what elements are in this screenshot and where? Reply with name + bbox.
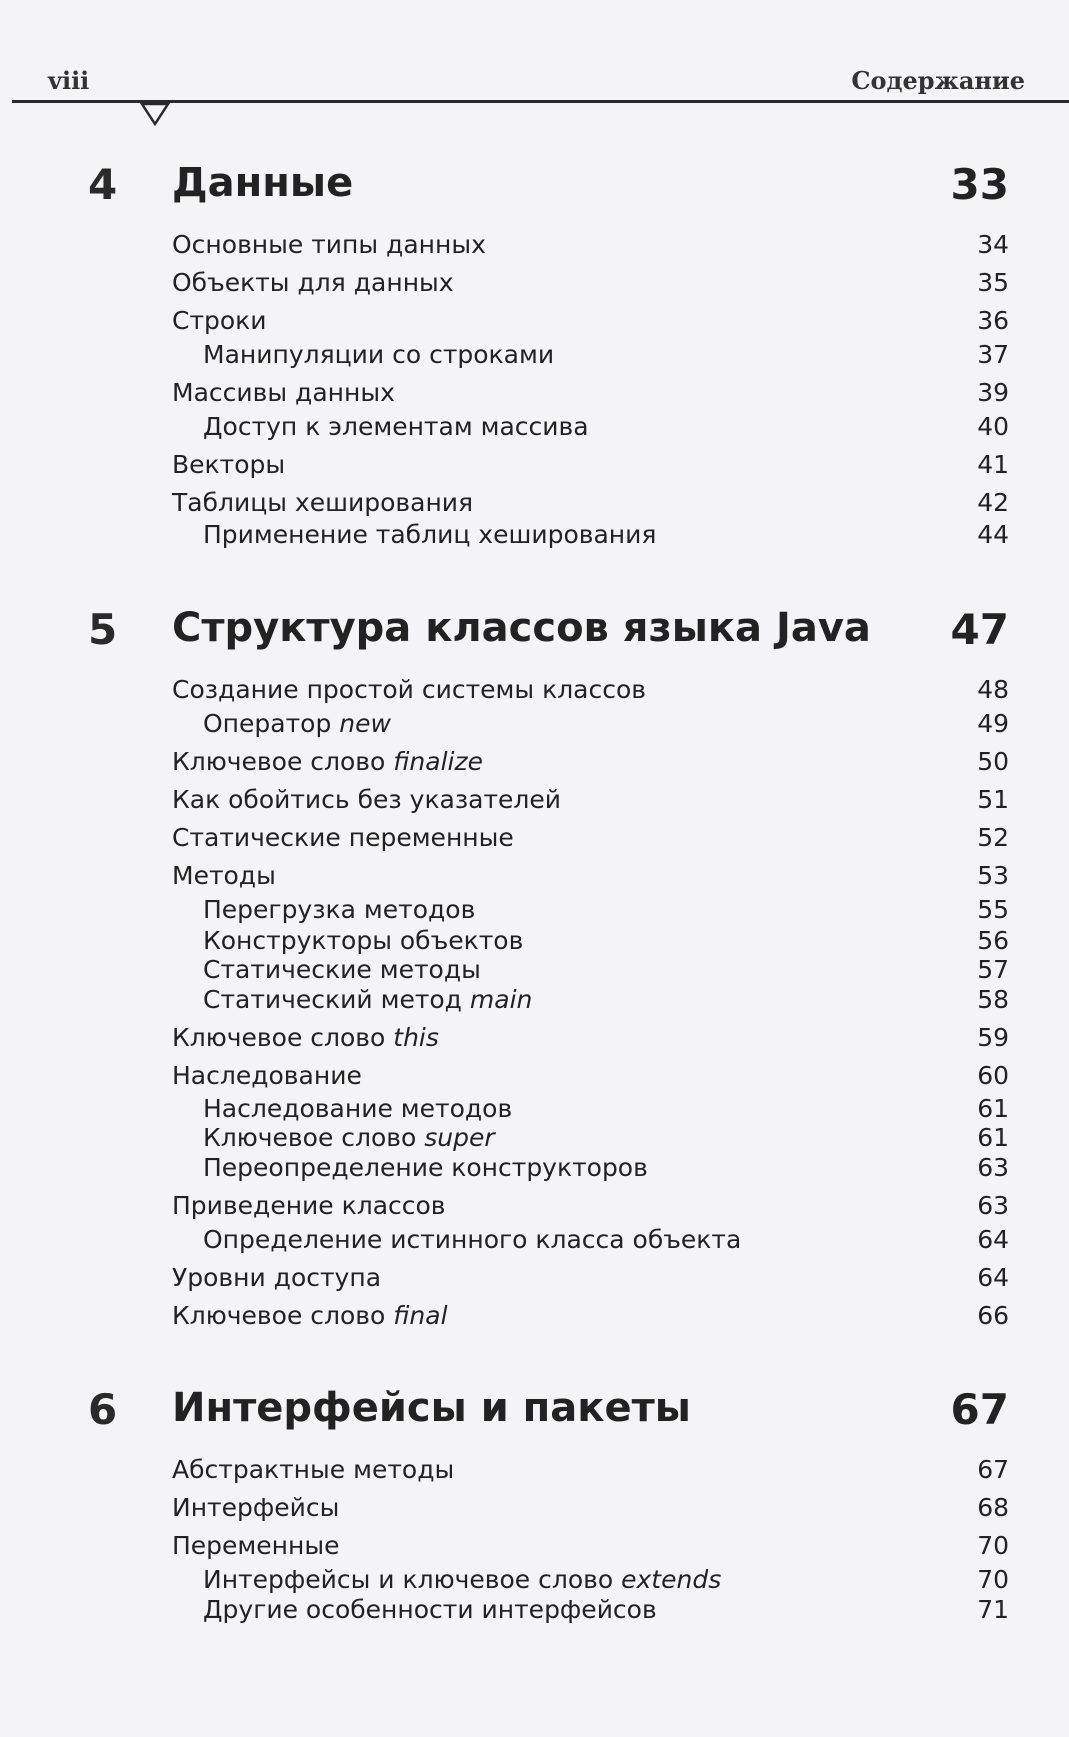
toc-entry-page: 53 xyxy=(977,861,1009,890)
toc-entry-title xyxy=(172,1061,362,1090)
toc-entry-page: 35 xyxy=(977,268,1009,297)
chapter-title: Интерфейсы и пакеты xyxy=(172,1385,691,1431)
header-rule xyxy=(12,100,1069,103)
toc-entry-title xyxy=(203,926,523,955)
toc-entry-page: 70 xyxy=(977,1565,1009,1594)
toc-entry-text: Наследование xyxy=(172,1061,362,1090)
toc-entry-title xyxy=(203,1565,721,1594)
toc-entry-keyword: final xyxy=(393,1301,448,1330)
toc-entry-keyword: main xyxy=(469,985,533,1014)
toc-entry xyxy=(0,709,1069,741)
chapter-page: 47 xyxy=(950,605,1009,654)
toc-entry-text: Применение таблиц хеширования xyxy=(203,520,657,549)
toc-entry xyxy=(0,340,1069,372)
toc-entry-page: 66 xyxy=(977,1301,1009,1330)
toc-entry-text: Массивы данных xyxy=(172,378,395,407)
toc-entry-page: 61 xyxy=(977,1123,1009,1152)
toc-entry-title xyxy=(172,1493,339,1522)
toc-entry-text: Ключевое слово xyxy=(203,1123,425,1152)
toc-entry-text: Другие особенности интерфейсов xyxy=(203,1595,657,1624)
toc-entry-text: Статический метод xyxy=(203,985,470,1014)
toc-entry-text: Интерфейсы xyxy=(172,1493,340,1522)
toc-entry-text: Создание простой системы классов xyxy=(172,675,647,704)
toc-entry-title xyxy=(203,1123,495,1152)
toc-entry-text: Таблицы хеширования xyxy=(172,488,474,517)
toc-entry-title xyxy=(172,1023,439,1052)
chapter-heading-6 xyxy=(0,1385,1069,1445)
toc-entry-keyword: this xyxy=(393,1023,439,1052)
toc-entry xyxy=(0,785,1069,817)
toc-entry-title xyxy=(172,747,483,776)
toc-entry-page: 41 xyxy=(977,450,1009,479)
toc-entry xyxy=(0,895,1069,927)
toc-entry xyxy=(0,1493,1069,1525)
toc-entry-page: 51 xyxy=(977,785,1009,814)
toc-entry xyxy=(0,1061,1069,1093)
toc-entry-title xyxy=(203,955,481,984)
toc-entry-title xyxy=(172,488,473,517)
toc-entry-title xyxy=(203,412,589,441)
toc-entry-page: 64 xyxy=(977,1225,1009,1254)
toc-entry-text: Интерфейсы и ключевое слово xyxy=(203,1565,622,1594)
toc-entry-text: Уровни доступа xyxy=(172,1263,382,1292)
chapter-page: 67 xyxy=(950,1385,1009,1434)
toc-entry xyxy=(0,985,1069,1017)
toc-entry-page: 67 xyxy=(977,1455,1009,1484)
toc-entry-page: 50 xyxy=(977,747,1009,776)
toc-entry xyxy=(0,1123,1069,1155)
toc-entry-title xyxy=(172,675,646,704)
toc-entry-text: Ключевое слово xyxy=(172,1023,394,1052)
toc-entry-title xyxy=(172,306,267,335)
toc-entry-title xyxy=(172,1531,339,1560)
toc-entry-text: Методы xyxy=(172,861,276,890)
toc-entry xyxy=(0,926,1069,958)
chapter-heading-5 xyxy=(0,605,1069,665)
toc-entry xyxy=(0,1455,1069,1487)
toc-entry-page: 37 xyxy=(977,340,1009,369)
toc-entry-page: 58 xyxy=(977,985,1009,1014)
toc-entry-text: Объекты для данных xyxy=(172,268,454,297)
triangle-marker-icon xyxy=(140,102,170,126)
toc-entry xyxy=(0,823,1069,855)
page-number: viii xyxy=(48,66,90,95)
toc-entry-title xyxy=(203,1153,648,1182)
toc-entry-title xyxy=(172,268,454,297)
toc-entry-text: Ключевое слово xyxy=(172,747,394,776)
toc-entry-page: 44 xyxy=(977,520,1009,549)
toc-entry xyxy=(0,450,1069,482)
toc-entry xyxy=(0,861,1069,893)
toc-entry-text: Оператор xyxy=(203,709,340,738)
toc-entry-title xyxy=(203,1595,657,1624)
toc-entry-page: 63 xyxy=(977,1153,1009,1182)
toc-entry xyxy=(0,1094,1069,1126)
toc-entry-page: 42 xyxy=(977,488,1009,517)
toc-entry xyxy=(0,1153,1069,1185)
toc-entry-page: 52 xyxy=(977,823,1009,852)
toc-entry xyxy=(0,488,1069,520)
toc-entry-text: Наследование методов xyxy=(203,1094,513,1123)
toc-entry-keyword: new xyxy=(339,709,391,738)
toc-entry xyxy=(0,520,1069,552)
toc-entry xyxy=(0,675,1069,707)
toc-entry xyxy=(0,955,1069,987)
toc-entry-page: 68 xyxy=(977,1493,1009,1522)
toc-entry-title xyxy=(172,785,561,814)
toc-entry-text: Манипуляции со строками xyxy=(203,340,555,369)
toc-entry xyxy=(0,1595,1069,1627)
toc-entry-text: Доступ к элементам массива xyxy=(203,412,589,441)
toc-entry-title xyxy=(203,340,554,369)
toc-entry xyxy=(0,1531,1069,1563)
toc-entry xyxy=(0,230,1069,262)
toc-entry-text: Перегрузка методов xyxy=(203,895,476,924)
toc-entry-title xyxy=(203,985,532,1014)
toc-entry-text: Переопределение конструкторов xyxy=(203,1153,648,1182)
chapter-heading-4 xyxy=(0,160,1069,220)
toc-entry-text: Векторы xyxy=(172,450,286,479)
toc-entry-page: 55 xyxy=(977,895,1009,924)
toc-entry-title xyxy=(203,1225,741,1254)
toc-entry-text: Абстрактные методы xyxy=(172,1455,455,1484)
chapter-number: 4 xyxy=(88,160,118,209)
toc-entry-text: Как обойтись без указателей xyxy=(172,785,562,814)
toc-entry-title xyxy=(172,230,486,259)
toc-entry-text: Ключевое слово xyxy=(172,1301,394,1330)
chapter-title: Данные xyxy=(172,160,354,206)
toc-entry-page: 57 xyxy=(977,955,1009,984)
toc-entry-title xyxy=(172,861,276,890)
toc-entry xyxy=(0,1225,1069,1257)
toc-entry-page: 61 xyxy=(977,1094,1009,1123)
chapter-title: Структура классов языка Java xyxy=(172,605,871,651)
toc-entry-page: 39 xyxy=(977,378,1009,407)
toc-entry-text: Статические переменные xyxy=(172,823,514,852)
toc-entry-keyword: finalize xyxy=(393,747,483,776)
toc-entry xyxy=(0,412,1069,444)
toc-entry-text: Конструкторы объектов xyxy=(203,926,524,955)
toc-entry xyxy=(0,1263,1069,1295)
toc-entry-page: 59 xyxy=(977,1023,1009,1052)
chapter-number: 6 xyxy=(88,1385,118,1434)
toc-entry-page: 49 xyxy=(977,709,1009,738)
toc-entry xyxy=(0,1301,1069,1333)
toc-entry-title xyxy=(203,709,391,738)
toc-entry-text: Основные типы данных xyxy=(172,230,486,259)
toc-entry-page: 63 xyxy=(977,1191,1009,1220)
toc-entry xyxy=(0,1565,1069,1597)
toc-entry-title xyxy=(172,1455,454,1484)
toc-entry-keyword: super xyxy=(424,1123,495,1152)
toc-entry-keyword: extends xyxy=(621,1565,722,1594)
toc-entry xyxy=(0,747,1069,779)
toc-entry-title xyxy=(172,378,395,407)
toc-entry-page: 56 xyxy=(977,926,1009,955)
toc-entry xyxy=(0,1023,1069,1055)
toc-entry xyxy=(0,1191,1069,1223)
running-header xyxy=(0,58,1069,108)
toc-entry-page: 64 xyxy=(977,1263,1009,1292)
toc-entry-text: Статические методы xyxy=(203,955,481,984)
toc-entry-title xyxy=(172,1191,446,1220)
toc-entry-title xyxy=(203,895,475,924)
toc-entry-text: Переменные xyxy=(172,1531,340,1560)
toc-entry-title xyxy=(203,520,656,549)
toc-entry-title xyxy=(203,1094,512,1123)
toc-entry-text: Приведение классов xyxy=(172,1191,446,1220)
chapter-number: 5 xyxy=(88,605,118,654)
toc-entry-page: 48 xyxy=(977,675,1009,704)
toc-entry-text: Определение истинного класса объекта xyxy=(203,1225,742,1254)
toc-entry-text: Строки xyxy=(172,306,267,335)
toc-entry xyxy=(0,378,1069,410)
toc-entry-page: 71 xyxy=(977,1595,1009,1624)
toc-entry-page: 36 xyxy=(977,306,1009,335)
toc-entry-title xyxy=(172,450,285,479)
running-title: Содержание xyxy=(851,66,1025,95)
toc-entry-title xyxy=(172,823,514,852)
toc-entry-page: 40 xyxy=(977,412,1009,441)
toc-entry-page: 60 xyxy=(977,1061,1009,1090)
toc-entry-title xyxy=(172,1263,381,1292)
toc-entry-page: 34 xyxy=(977,230,1009,259)
chapter-page: 33 xyxy=(950,160,1009,209)
toc-entry-title xyxy=(172,1301,448,1330)
toc-entry xyxy=(0,306,1069,338)
toc-entry xyxy=(0,268,1069,300)
toc-entry-page: 70 xyxy=(977,1531,1009,1560)
